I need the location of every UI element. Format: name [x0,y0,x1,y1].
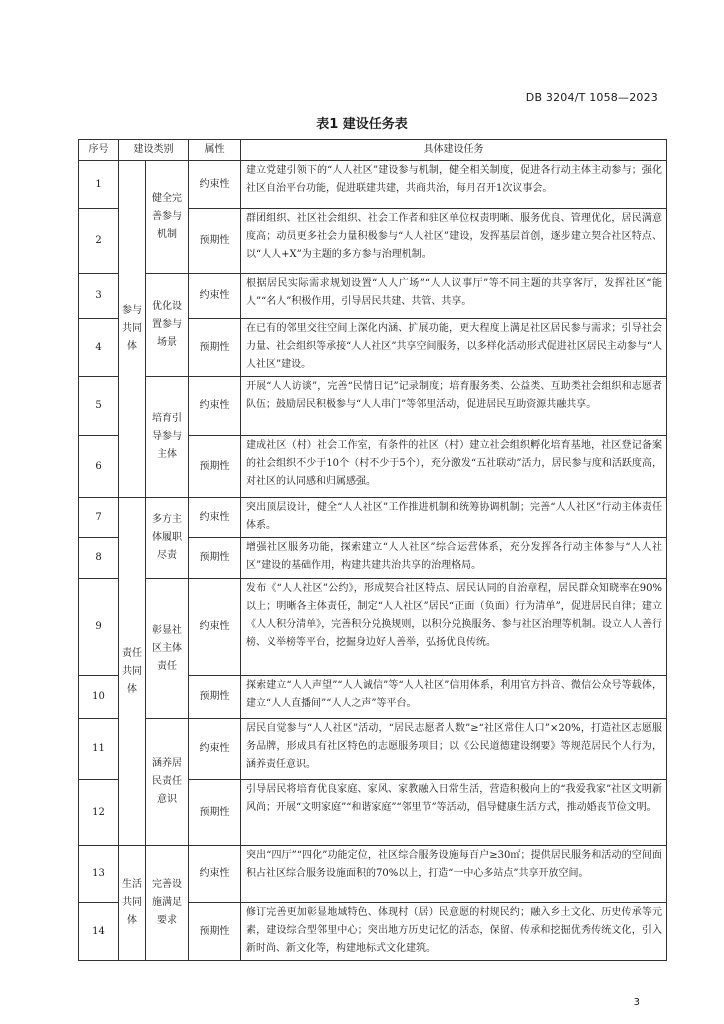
row-number: 7 [79,498,119,538]
task-cell: 突出顶层设计，健全“人人社区”工作推进机制和统筹协调机制；完善“人人社区”行动主体责任体系。 [241,498,667,538]
task-cell: 引导居民将培育优良家庭、家风、家教融入日常生活，营造积极向上的“我爱我家”社区文明新风尚；开展“文明家庭”“和谐家庭”“邻里节”等活动，倡导健康生活方式，推动婚丧节俭文明。 [241,780,667,846]
subcategory-resident-awareness: 涵养居民责任意识 [146,719,189,846]
row-number: 10 [79,676,119,719]
task-cell: 建成社区（村）社会工作室，有条件的社区（村）建立社会组织孵化培育基地，社区登记备案的社会组织不少于10个（村不少于5个），充分激发“五社联动”活力，居民参与度和活跃度高，对社区的认同感和归属感强。 [241,436,667,498]
attribute-cell: 预期性 [189,436,241,498]
attribute-cell: 预期性 [189,780,241,846]
subcategory-duties: 多方主体履职尽责 [146,498,189,579]
row-number: 3 [79,274,119,319]
page-number: 3 [633,997,640,1008]
task-cell: 修订完善更加彰显地域特色、体现村（居）民意愿的村规民约；融入乡土文化、历史传承等元素，建设综合型邻里中心；突出地方历史记忆的活态，保留、传承和挖掘优秀传统文化，引入新时尚、新文化等，构建地标式文化建筑。 [241,903,667,961]
document-code: DB 3204/T 1058—2023 [525,91,658,104]
task-cell: 群团组织、社区社会组织、社会工作者和驻区单位权责明晰、服务优良、管理优化，居民满意度高；动员更多社会力量积极参与“人人社区”建设，发挥基层首创，逐步建立契合社区特点、以“人人+X”为主题的多方参与治理机制。 [241,209,667,274]
row-number: 11 [79,719,119,780]
category-group-responsibility: 责任共同体 [119,498,146,846]
task-cell: 探索建立“人人声望”“人人诚信”等“人人社区”信用体系，利用官方抖音、微信公众号等载体，建立“人人直播间”“人人之声”等平台。 [241,676,667,719]
row-number: 12 [79,780,119,846]
construction-task-table [78,139,667,961]
header-serial: 序号 [79,140,119,161]
attribute-cell: 约束性 [189,161,241,209]
row-number: 8 [79,538,119,579]
attribute-cell: 预期性 [189,903,241,961]
table-title: 表1 建设任务表 [316,117,408,132]
task-cell: 突出“四厅”“四化”功能定位，社区综合服务设施每百户≥30㎡；提供居民服务和活动的空间面积占社区综合服务设施面积的70%以上，打造“一中心多站点”共享开放空间。 [241,846,667,903]
attribute-cell: 约束性 [189,498,241,538]
task-cell: 开展“人人访谈”，完善“民情日记”记录制度；培育服务类、公益类、互助类社会组织和志愿者队伍；鼓励居民积极参与“人人串门”等邻里活动，促进居民互助资源共融共享。 [241,377,667,436]
row-number: 9 [79,579,119,676]
task-cell: 在已有的邻里交往空间上深化内涵、扩展功能，更大程度上满足社区居民参与需求；引导社会力量、社会组织等承接“人人社区”共享空间服务，以多样化活动形式促进社区居民主动参与“人人社区”建设。 [241,319,667,377]
subcategory-community-responsibility: 彰显社区主体责任 [146,579,189,719]
category-group-living: 生活共同体 [119,846,146,961]
table-row [79,719,667,780]
subcategory-facilities: 完善设施满足要求 [146,846,189,961]
table-row [79,377,667,436]
attribute-cell: 预期性 [189,676,241,719]
header-task: 具体建设任务 [241,140,667,161]
row-number: 2 [79,209,119,274]
header-category: 建设类别 [119,140,189,161]
header-attribute: 属性 [189,140,241,161]
task-cell: 根据居民实际需求规划设置“人人广场”“人人议事厅”等不同主题的共享客厅，发挥社区“能人”“名人”积极作用，引导居民共建、共管、共享。 [241,274,667,319]
row-number: 6 [79,436,119,498]
row-number: 5 [79,377,119,436]
row-number: 14 [79,903,119,961]
attribute-cell: 预期性 [189,209,241,274]
subcategory-scenes: 优化设置参与场景 [146,274,189,377]
row-number: 13 [79,846,119,903]
category-group-participation: 参与共同体 [119,161,146,498]
attribute-cell: 约束性 [189,377,241,436]
task-cell: 发布《“人人社区”公约》，形成契合社区特点、居民认同的自治章程，居民群众知晓率在90%以上；明晰各主体责任，制定“人人社区”居民“正面（负面）行为清单”，促进居民自律；建立《人人积分清单》，完善积分兑换规则，以积分兑换服务、参与社区治理等机制。设立人人善行榜、义举榜等平台，挖掘身边好人善举，弘扬优良传统。 [241,579,667,676]
subcategory-subjects: 培育引导参与主体 [146,377,189,498]
row-number: 4 [79,319,119,377]
attribute-cell: 约束性 [189,719,241,780]
table-row [79,579,667,676]
table-row [79,161,667,209]
table-row [79,846,667,903]
table-row [79,498,667,538]
table-header-row [79,140,667,161]
attribute-cell: 预期性 [189,319,241,377]
task-cell: 建立党建引领下的“人人社区”建设参与机制，健全相关制度，促进各行动主体主动参与；强化社区自治平台功能，促进联建共建，共商共治，每月召开1次议事会。 [241,161,667,209]
row-number: 1 [79,161,119,209]
attribute-cell: 约束性 [189,846,241,903]
table-row [79,274,667,319]
attribute-cell: 约束性 [189,579,241,676]
subcategory-mechanism: 健全完善参与机制 [146,161,189,274]
attribute-cell: 约束性 [189,274,241,319]
attribute-cell: 预期性 [189,538,241,579]
task-cell: 居民自觉参与“人人社区”活动，“居民志愿者人数”≥“社区常住人口”×20%，打造社区志愿服务品牌，形成具有社区特色的志愿服务项目；以《公民道德建设纲要》等规范居民个人行为，涵养责任意识。 [241,719,667,780]
task-cell: 增强社区服务功能，探索建立“人人社区”综合运营体系，充分发挥各行动主体参与“人人社区”建设的基础作用，构建共建共治共享的治理格局。 [241,538,667,579]
